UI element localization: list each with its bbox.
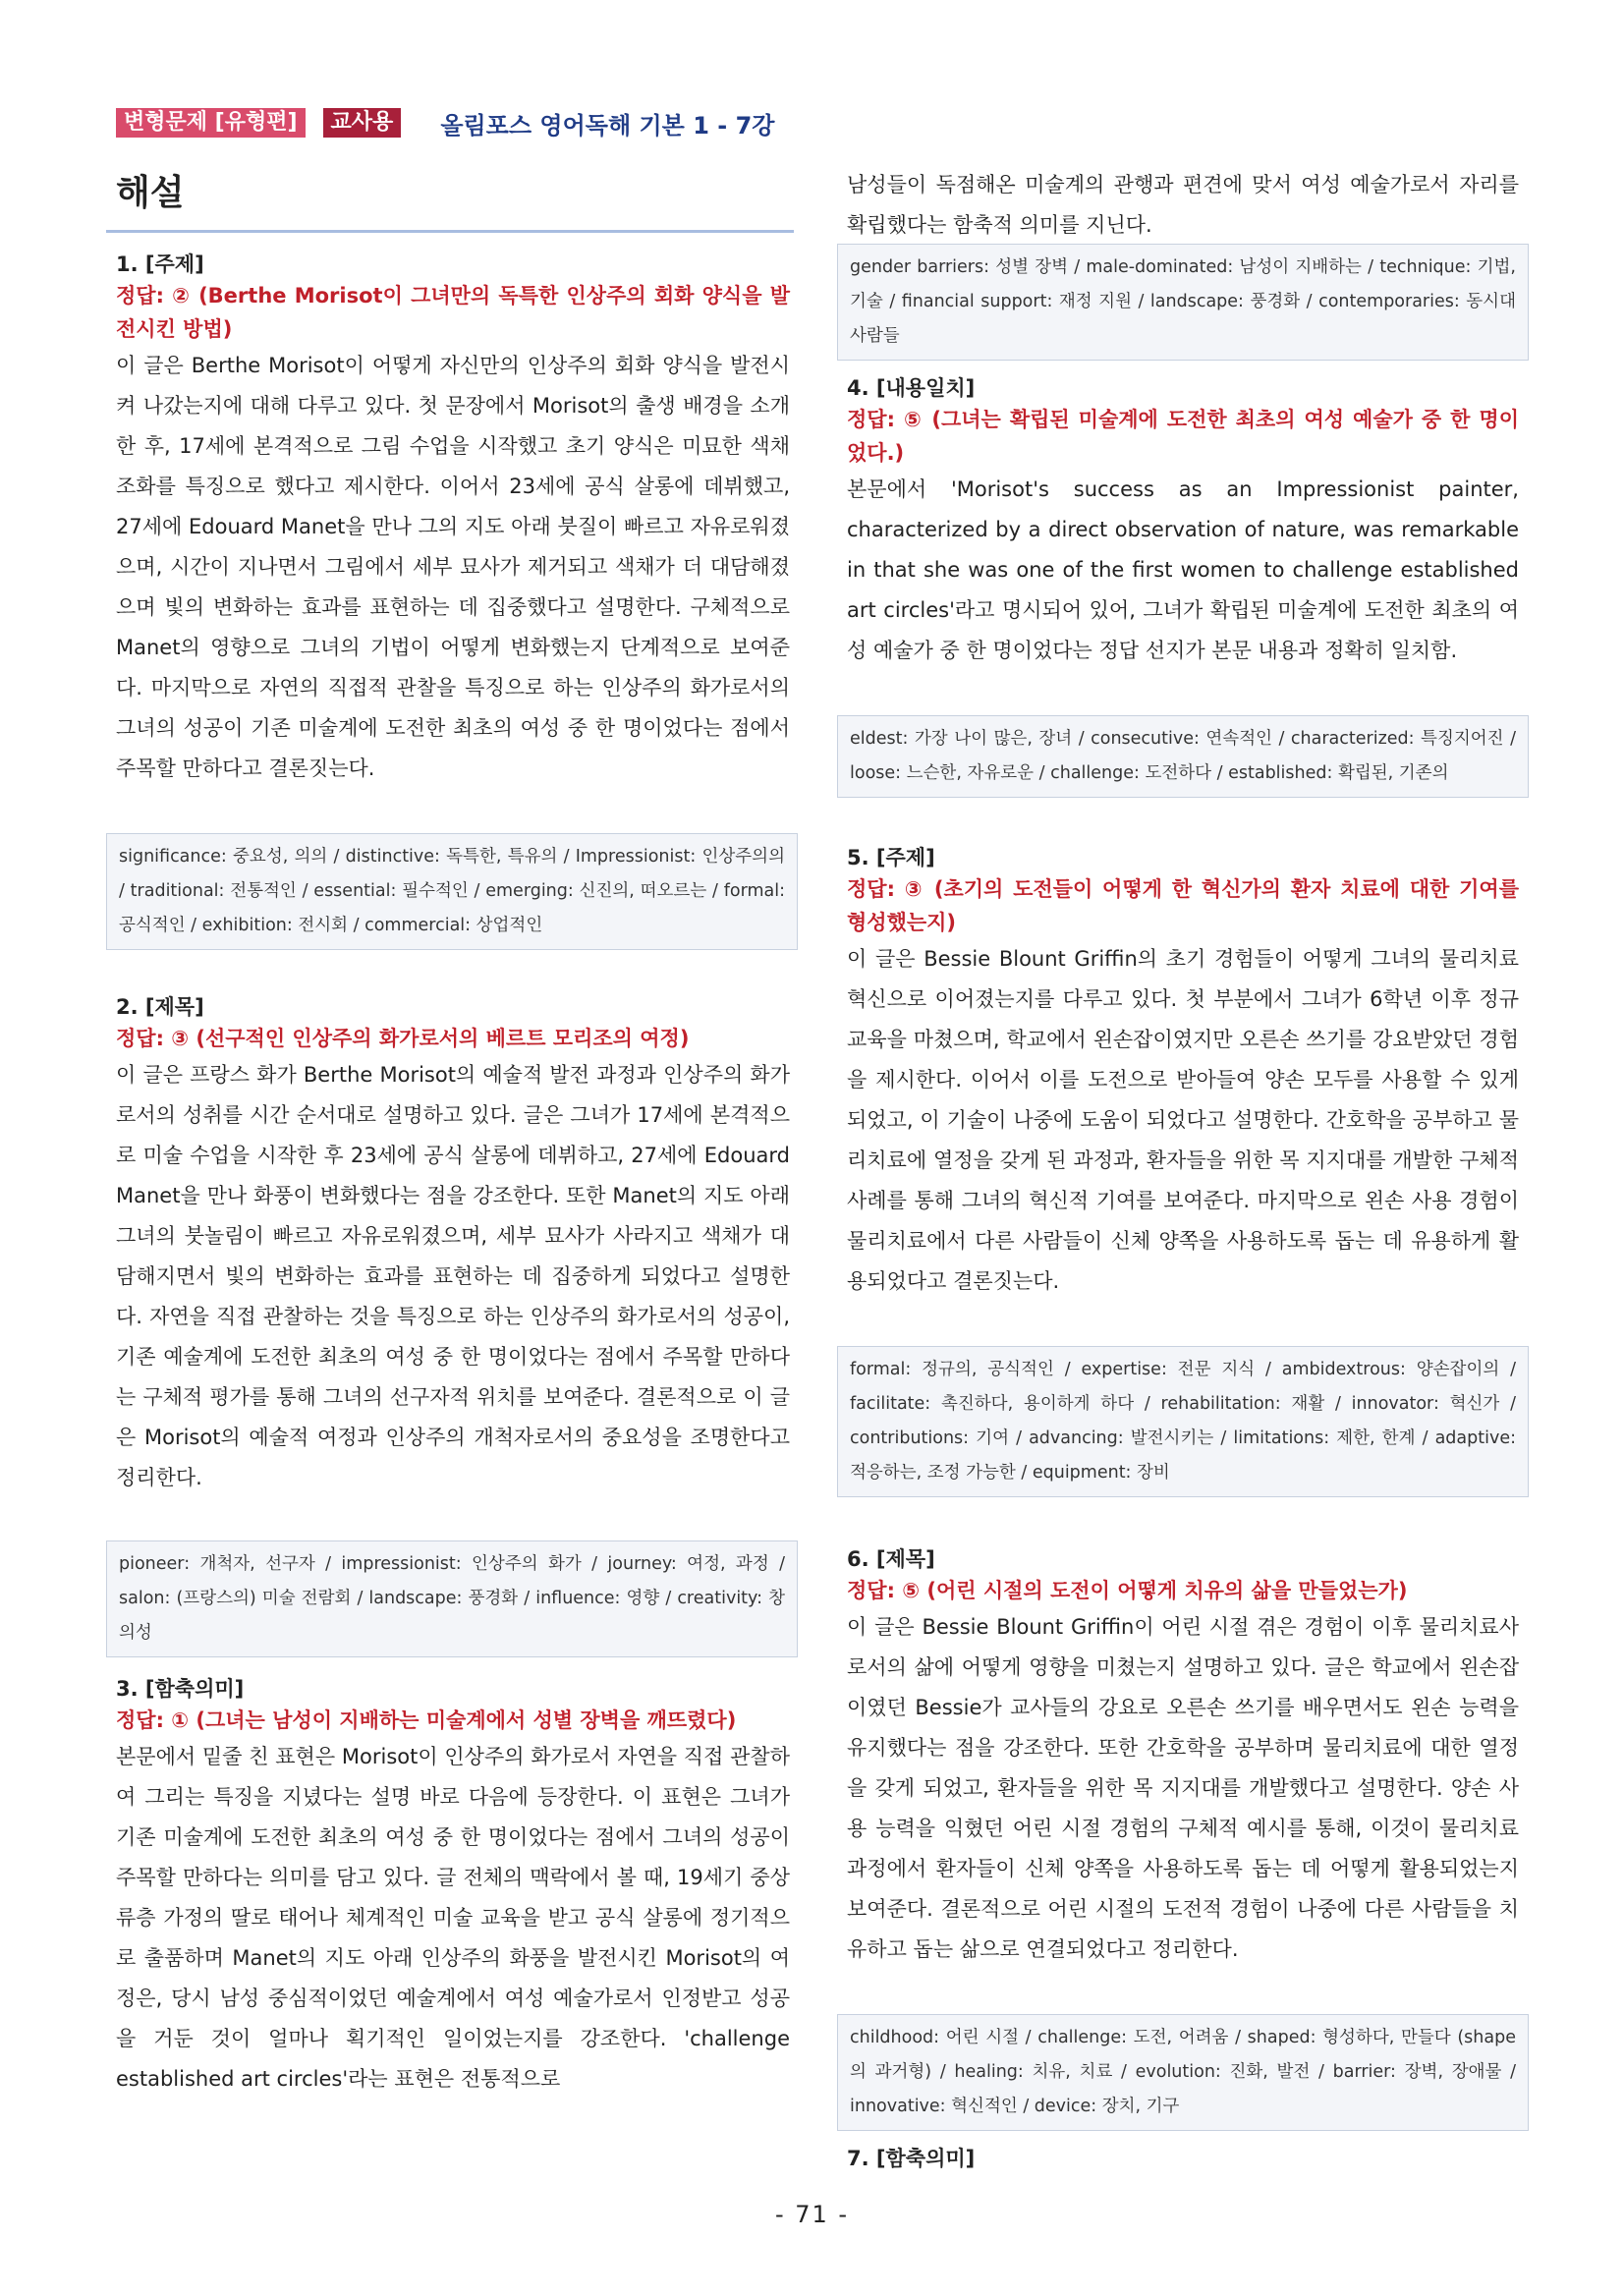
vocab-box: pioneer: 개척자, 선구자 / impressionist: 인상주의 화가 / journey: 여정, 과정 / salon: (프랑스의) 미술 전람회 / landscape: 풍경화 / influence: 영향 / creativity: 창의성 bbox=[106, 1540, 798, 1657]
answer: 정답: ③ (초기의 도전들이 어떻게 한 혁신가의 환자 치료에 대한 기여를 형성했는지) bbox=[847, 877, 1519, 934]
question-7 bbox=[847, 2144, 1519, 2173]
question-3 bbox=[116, 1674, 790, 2100]
question-4 bbox=[847, 373, 1519, 671]
question-1 bbox=[116, 250, 790, 789]
question-2 bbox=[116, 992, 790, 1498]
vocab-box: formal: 정규의, 공식적인 / expertise: 전문 지식 / ambidextrous: 양손잡이의 / facilitate: 촉진하다, 용이하게 하다 / rehabilitation: 재활 / innovator: 혁신가 / contributions: 기여 / advancing: 발전시키는 / limitations: 제한, 한계 / adaptive: 적응하는, 조정 가능한 / equipment: 장비 bbox=[837, 1346, 1529, 1497]
vocab-box: significance: 중요성, 의의 / distinctive: 독특한, 특유의 / Impressionist: 인상주의의 / traditional: 전통적인 / essential: 필수적인 / emerging: 신진의, 떠오르는 / formal: 공식적인 / exhibition: 전시회 / commercial: 상업적인 bbox=[106, 833, 798, 950]
page-title: 해설 bbox=[116, 173, 185, 213]
type-tag: 변형문제 [유형편] bbox=[116, 108, 306, 138]
question-number: 3. [함축의미] bbox=[116, 1677, 245, 1701]
answer: 정답: ② (Berthe Morisot이 그녀만의 독특한 인상주의 회화 양식을 발전시킨 방법) bbox=[116, 284, 790, 341]
explanation: 본문에서 'Morisot's success as an Impressionist painter, characterized by a direct observation of nature, was remarkable in that she was one of the first women to challenge established art circles'라고 명시되어 있어, 그녀가 확립된 미술계에 도전한 최초의 여성 예술가 중 한 명이었다는 정답 선지가 본문 내용과 정확히 일치함. bbox=[847, 477, 1519, 662]
explanation: 본문에서 밑줄 친 표현은 Morisot이 인상주의 화가로서 자연을 직접 관찰하여 그리는 특징을 지녔다는 설명 바로 다음에 등장한다. 이 표현은 그녀가 기존 미술계에 도전한 최초의 여성 중 한 명이었다는 점에서 그녀의 성공이 주목할 만하다는 의미를 담고 있다. 글 전체의 맥락에서 볼 때, 19세기 중상류층 가정의 딸로 태어나 체계적인 미술 교육을 받고 공식 살롱에 정기적으로 출품하며 Manet의 지도 아래 인상주의 화풍을 발전시킨 Morisot의 여정은, 당시 남성 중심적이었던 예술계에서 여성 예술가로서 인정받고 성공을 거둔 것이 얼마나 획기적인 일이었는지를 강조한다. 'challenge established art circles'라는 표현은 전통적으로 bbox=[116, 1745, 790, 2091]
vocab-box: childhood: 어린 시절 / challenge: 도전, 어려움 / shaped: 형성하다, 만들다 (shape의 과거형) / healing: 치유, 치료 / evolution: 진화, 발전 / barrier: 장벽, 장애물 / innovative: 혁신적인 / device: 장치, 기구 bbox=[837, 2014, 1529, 2131]
question-number: 6. [제목] bbox=[847, 1547, 935, 1571]
explanation: 남성들이 독점해온 미술계의 관행과 편견에 맞서 여성 예술가로서 자리를 확립했다는 함축적 의미를 지닌다. bbox=[847, 173, 1519, 237]
answer: 정답: ① (그녀는 남성이 지배하는 미술계에서 성별 장벽을 깨뜨렸다) bbox=[116, 1708, 737, 1732]
question-5 bbox=[847, 843, 1519, 1302]
answer: 정답: ⑤ (그녀는 확립된 미술계에 도전한 최초의 여성 예술가 중 한 명이었다.) bbox=[847, 408, 1519, 465]
vocab-box: gender barriers: 성별 장벽 / male-dominated: 남성이 지배하는 / technique: 기법, 기술 / financial support: 재정 지원 / landscape: 풍경화 / contemporaries: 동시대 사람들 bbox=[837, 244, 1529, 361]
question-6 bbox=[847, 1544, 1519, 1970]
vocab-box: eldest: 가장 나이 많은, 장녀 / consecutive: 연속적인 / characterized: 특징지어진 / loose: 느슨한, 자유로운 / challenge: 도전하다 / established: 확립된, 기존의 bbox=[837, 715, 1529, 798]
explanation: 이 글은 Bessie Blount Griffin의 초기 경험들이 어떻게 그녀의 물리치료 혁신으로 이어졌는지를 다루고 있다. 첫 부분에서 그녀가 6학년 이후 정규 교육을 마쳤으며, 학교에서 왼손잡이였지만 오른손 쓰기를 강요받았던 경험을 제시한다. 이어서 이를 도전으로 받아들여 양손 모두를 사용할 수 있게 되었고, 이 기술이 나중에 도움이 되었다고 설명한다. 간호학을 공부하고 물리치료에 열정을 갖게 된 과정과, 환자들을 위한 목 지지대를 개발한 구체적 사례를 통해 그녀의 혁신적 기여를 보여준다. 마지막으로 왼손 사용 경험이 물리치료에서 다른 사람들이 신체 양쪽을 사용하도록 돕는 데 유용하게 활용되었다고 결론짓는다. bbox=[847, 947, 1519, 1293]
question-number: 1. [주제] bbox=[116, 252, 204, 276]
question-number: 4. [내용일치] bbox=[847, 376, 976, 400]
answer: 정답: ③ (선구적인 인상주의 화가로서의 베르트 모리조의 여정) bbox=[116, 1027, 690, 1050]
question-number: 2. [제목] bbox=[116, 995, 204, 1019]
explanation: 이 글은 Bessie Blount Griffin이 어린 시절 겪은 경험이 이후 물리치료사로서의 삶에 어떻게 영향을 미쳤는지 설명하고 있다. 글은 학교에서 왼손잡이였던 Bessie가 교사들의 강요로 오른손 쓰기를 배우면서도 왼손 능력을 유지했다는 점을 강조한다. 또한 간호학을 공부하며 물리치료에 대한 열정을 갖게 되었고, 환자들을 위한 목 지지대를 개발했다고 설명한다. 양손 사용 능력을 익혔던 어린 시절 경험의 구체적 예시를 통해, 이것이 물리치료 과정에서 환자들이 신체 양쪽을 사용하도록 돕는 데 어떻게 활용되었는지 보여준다. 결론적으로 어린 시절의 도전적 경험이 나중에 다른 사람들을 치유하고 돕는 삶으로 연결되었다고 정리한다. bbox=[847, 1615, 1519, 1961]
page-header bbox=[116, 106, 774, 140]
question-number: 7. [함축의미] bbox=[847, 2147, 976, 2170]
explanation: 이 글은 프랑스 화가 Berthe Morisot의 예술적 발전 과정과 인상주의 화가로서의 성취를 시간 순서대로 설명하고 있다. 글은 그녀가 17세에 본격적으로 미술 수업을 시작한 후 23세에 공식 살롱에 데뷔하고, 27세에 Edouard Manet을 만나 화풍이 변화했다는 점을 강조한다. 또한 Manet의 지도 아래 그녀의 붓놀림이 빠르고 자유로워졌으며, 세부 묘사가 사라지고 색채가 대담해지면서 빛의 변화하는 효과를 표현하는 데 집중하게 되었다고 설명한다. 자연을 직접 관찰하는 것을 특징으로 하는 인상주의 화가로서의 성공이, 기존 예술계에 도전한 최초의 여성 중 한 명이었다는 점에서 주목할 만하다는 구체적 평가를 통해 그녀의 선구자적 위치를 보여준다. 결론적으로 이 글은 Morisot의 예술적 여정과 인상주의 개척자로서의 중요성을 조명한다고 정리한다. bbox=[116, 1063, 790, 1489]
question-number: 5. [주제] bbox=[847, 846, 935, 869]
page-number: - 71 - bbox=[774, 2201, 850, 2228]
question-3-continued bbox=[847, 165, 1519, 246]
teacher-tag: 교사용 bbox=[323, 108, 402, 138]
book-title: 올림포스 영어독해 기본 1 - 7강 bbox=[440, 111, 775, 140]
title-divider bbox=[106, 230, 794, 233]
explanation: 이 글은 Berthe Morisot이 어떻게 자신만의 인상주의 회화 양식을 발전시켜 나갔는지에 대해 다루고 있다. 첫 문장에서 Morisot의 출생 배경을 소개한 후, 17세에 본격적으로 그림 수업을 시작했고 초기 양식은 미묘한 색채 조화를 특징으로 했다고 제시한다. 이어서 23세에 공식 살롱에 데뷔했고, 27세에 Edouard Manet을 만나 그의 지도 아래 붓질이 빠르고 자유로워졌으며, 시간이 지나면서 그림에서 세부 묘사가 제거되고 색채가 더 대담해졌으며 빛의 변화하는 효과를 표현하는 데 집중했다고 설명한다. 구체적으로 Manet의 영향으로 그녀의 기법이 어떻게 변화했는지 단계적으로 보여준다. 마지막으로 자연의 직접적 관찰을 특징으로 하는 인상주의 화가로서의 그녀의 성공이 기존 미술계에 도전한 최초의 여성 중 한 명이었다는 점에서 주목할 만하다고 결론짓는다. bbox=[116, 354, 790, 780]
answer: 정답: ⑤ (어린 시절의 도전이 어떻게 치유의 삶을 만들었는가) bbox=[847, 1579, 1408, 1602]
